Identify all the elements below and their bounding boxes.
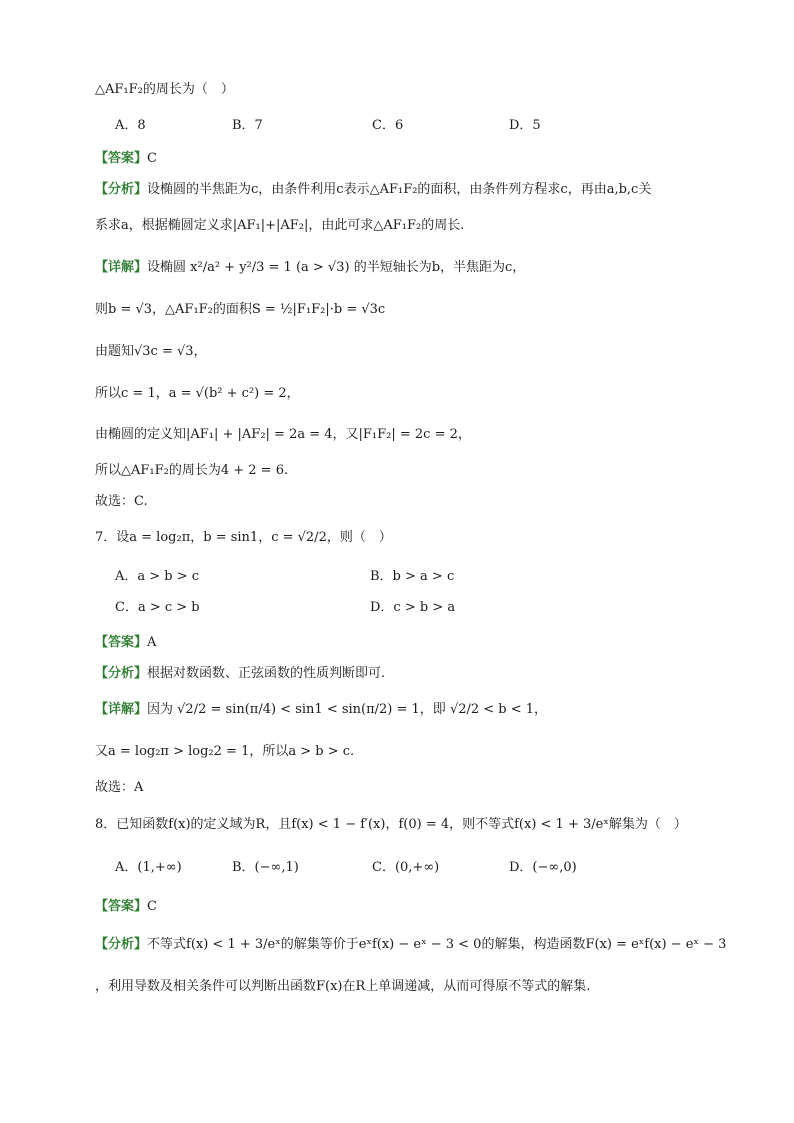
q7-detail-line-2: 又a = log₂π > log₂2 = 1，所以a > b > c. xyxy=(95,744,355,759)
detail-tag: 【详解】 xyxy=(95,702,148,717)
detail-text: 因为 √2/2 = sin(π/4) < sin1 < sin(π/2) = 1，即 √2/2 < b < 1， xyxy=(147,702,548,717)
q7-option-b: B．b > a > c xyxy=(370,569,455,584)
q8-option-c: C．(0,+∞) xyxy=(372,860,440,875)
analysis-tag: 【分析】 xyxy=(95,666,148,681)
q7-stem: 7．设a = log₂π，b = sin1，c = √2/2，则（ ） xyxy=(95,530,392,545)
q8-analysis-line-1 xyxy=(95,935,727,955)
q6-option-b: B．7 xyxy=(232,118,263,133)
q8-option-b: B．(−∞,1) xyxy=(232,860,299,875)
q6-detail-line-4: 所以c = 1，a = √(b² + c²) = 2， xyxy=(95,386,300,401)
q6-detail-line-5: 由椭圆的定义知|AF₁| + |AF₂| = 2a = 4，又|F₁F₂| = 2c = 2， xyxy=(95,427,471,442)
analysis-text: 设椭圆的半焦距为c，由条件利用c表示△AF₁F₂的面积，由条件列方程求c，再由a,b,c关 xyxy=(147,182,652,197)
q8-answer xyxy=(95,897,704,917)
q6-option-d: D．5 xyxy=(509,118,541,133)
q6-detail-line-2: 则b = √3，△AF₁F₂的面积S = ½|F₁F₂|·b = √3c xyxy=(95,302,386,317)
q8-stem: 8．已知函数f(x)的定义域为R，且f(x) < 1 − f′(x)，f(0) = 4，则不等式f(x) < 1 + 3/eˣ解集为（ ） xyxy=(95,817,687,832)
q6-detail-line-1 xyxy=(95,258,704,278)
q6-analysis-line-2: 系求a，根据椭圆定义求|AF₁|+|AF₂|，由此可求△AF₁F₂的周长. xyxy=(95,218,465,233)
q6-detail-line-3: 由题知√3c = √3， xyxy=(95,344,207,359)
q6-analysis-line-1 xyxy=(95,180,704,200)
answer-tag: 【答案】 xyxy=(95,635,148,650)
q7-option-c: C．a > c > b xyxy=(115,600,200,615)
q8-analysis-line-2: ，利用导数及相关条件可以判断出函数F(x)在R上单调递减，从而可得原不等式的解集. xyxy=(95,979,591,994)
q7-option-a: A．a > b > c xyxy=(115,569,200,584)
detail-tag: 【详解】 xyxy=(95,260,148,275)
q7-detail-line-1 xyxy=(95,700,704,720)
analysis-tag: 【分析】 xyxy=(95,937,148,952)
q7-answer xyxy=(95,633,704,653)
q6-stem-tail: △AF₁F₂的周长为（ ） xyxy=(95,82,234,97)
q6-option-c: C．6 xyxy=(372,118,404,133)
q6-option-a: A．8 xyxy=(115,118,146,133)
q8-option-a: A．(1,+∞) xyxy=(115,860,182,875)
q7-option-d: D．c > b > a xyxy=(370,600,456,615)
detail-text: 设椭圆 x²/a² + y²/3 = 1 (a > √3) 的半短轴长为b，半焦距为c， xyxy=(147,260,526,275)
q8-option-d: D．(−∞,0) xyxy=(509,860,577,875)
q6-detail-line-6: 所以△AF₁F₂的周长为4 + 2 = 6. xyxy=(95,463,289,478)
analysis-tag: 【分析】 xyxy=(95,182,148,197)
q6-answer xyxy=(95,149,704,169)
answer-value: A xyxy=(147,635,157,650)
answer-value: C xyxy=(147,151,157,166)
answer-tag: 【答案】 xyxy=(95,899,148,914)
q7-analysis xyxy=(95,664,704,684)
answer-value: C xyxy=(147,899,157,914)
q6-conclusion: 故选：C. xyxy=(95,494,148,509)
q7-conclusion: 故选：A xyxy=(95,780,144,795)
analysis-text: 根据对数函数、正弦函数的性质判断即可. xyxy=(147,666,386,681)
answer-tag: 【答案】 xyxy=(95,151,148,166)
analysis-text: 不等式f(x) < 1 + 3/eˣ的解集等价于eˣf(x) − eˣ − 3 < 0的解集，构造函数F(x) = eˣf(x) − eˣ − 3 xyxy=(147,937,727,952)
